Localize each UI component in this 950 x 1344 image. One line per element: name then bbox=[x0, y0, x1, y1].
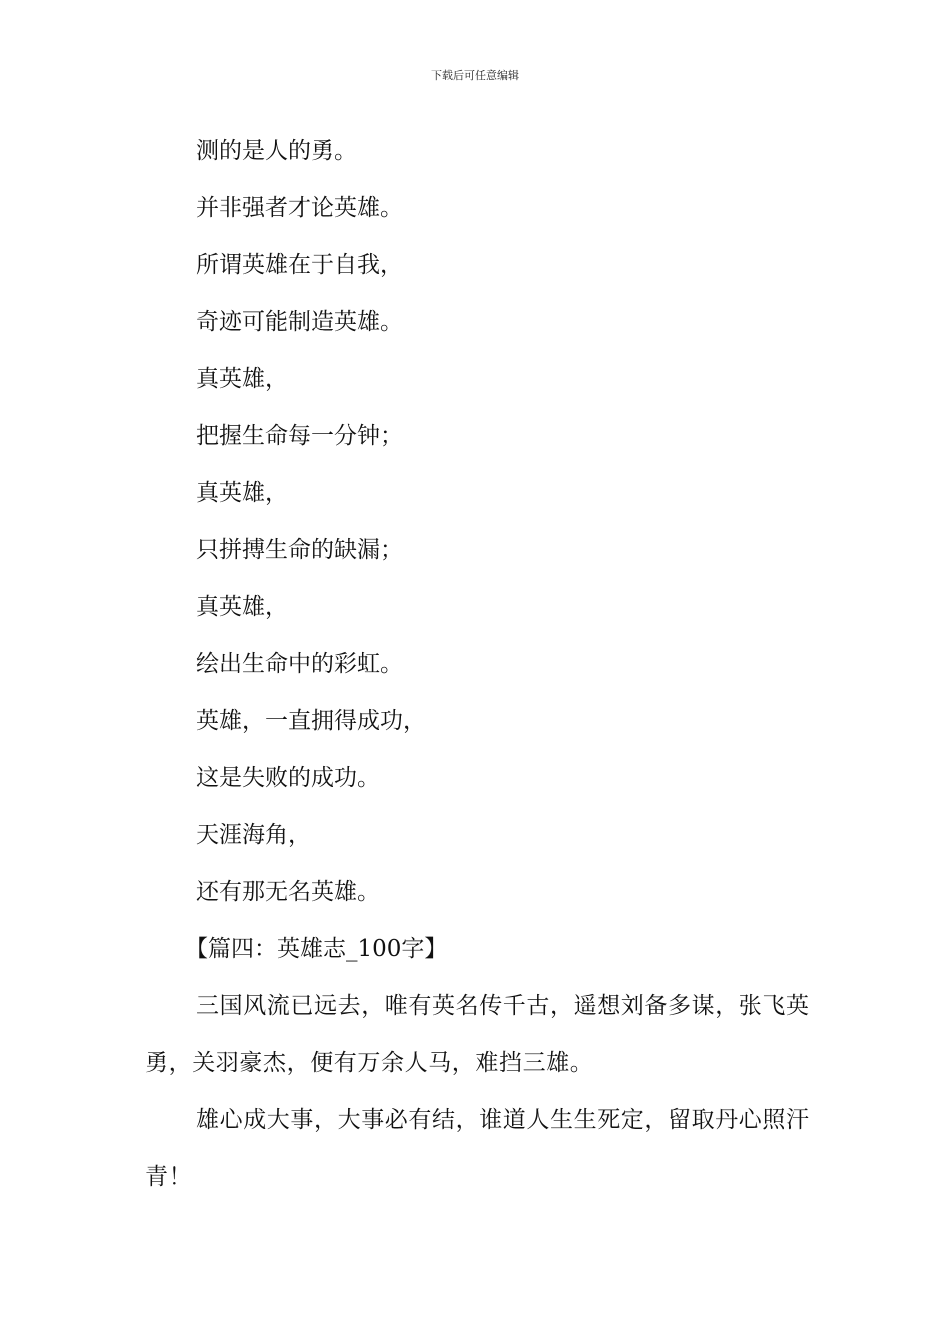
poem-line: 这是失败的成功。 bbox=[196, 765, 380, 791]
poem-line: 所谓英雄在于自我， bbox=[196, 252, 403, 278]
poem-line: 真英雄， bbox=[196, 366, 288, 392]
page-header: 下载后可任意编辑 bbox=[431, 69, 519, 82]
body-paragraph: 三国风流已远去，唯有英名传千古，遥想刘备多谋，张飞英勇，关羽豪杰，便有万余人马，难挡三雄。 bbox=[145, 993, 810, 1076]
poem-line: 英雄，一直拥得成功， bbox=[196, 708, 426, 734]
poem-line: 真英雄， bbox=[196, 594, 288, 620]
poem-line: 绘出生命中的彩虹。 bbox=[196, 651, 403, 677]
poem-line: 奇迹可能制造英雄。 bbox=[196, 309, 403, 335]
poem-line: 并非强者才论英雄。 bbox=[196, 195, 403, 221]
poem-line: 天涯海角， bbox=[196, 822, 311, 848]
document-body bbox=[145, 135, 810, 1218]
poem-line: 测的是人的勇。 bbox=[196, 138, 357, 164]
poem-line: 真英雄， bbox=[196, 480, 288, 506]
poem-line: 还有那无名英雄。 bbox=[196, 879, 380, 905]
body-paragraph: 雄心成大事，大事必有结，谁道人生生死定，留取丹心照汗青！ bbox=[145, 1107, 810, 1190]
poem-line: 把握生命每一分钟； bbox=[196, 423, 403, 449]
poem-line: 只拼搏生命的缺漏； bbox=[196, 537, 403, 563]
section-heading: 【篇四：英雄志_100字】 bbox=[185, 936, 448, 962]
